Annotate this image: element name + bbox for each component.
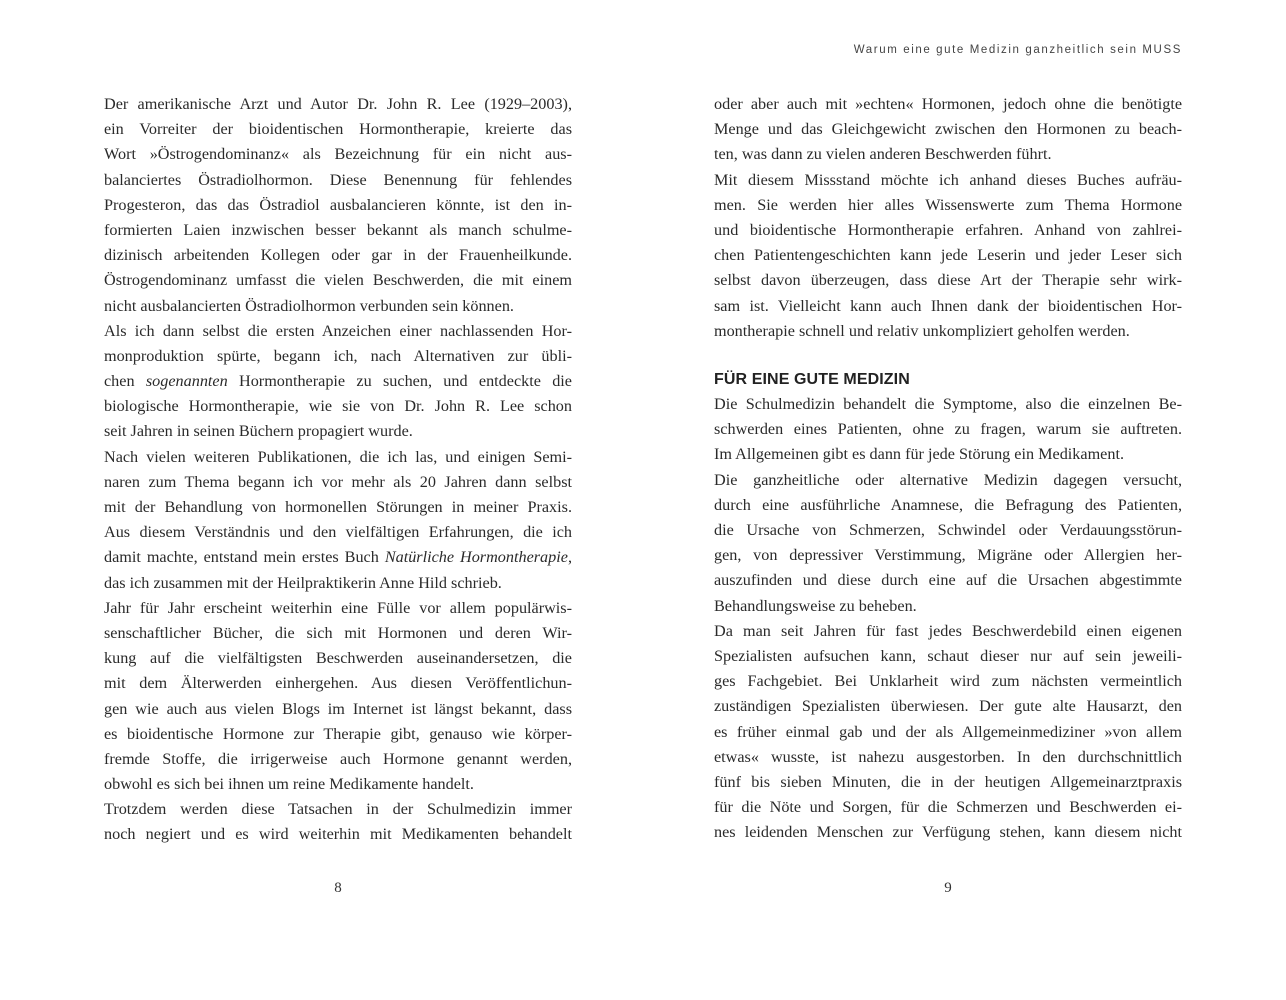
text-line: durch eine ausführliche Anamnese, die Befragung des Patienten, (714, 495, 1182, 514)
text-line: Im Allgemeinen gibt es dann für jede Störung ein Medikament. (714, 445, 1124, 464)
text-line: ein Vorreiter der bioidentischen Hormontherapie, kreierte das (104, 120, 572, 139)
text-line: und bioidentische Hormontherapie erfahren. Anhand von zahlrei- (714, 220, 1182, 239)
text-line: Aus diesem Verständnis und den vielfältigen Erfahrungen, die ich (104, 523, 572, 542)
text-line: schwerden eines Patienten, ohne zu fragen, warum sie auftreten. (714, 420, 1182, 439)
text-line: das ich zusammen mit der Heilpraktikerin Anne Hild schrieb. (104, 573, 502, 592)
text-line: seit Jahren in seinen Büchern propagiert wurde. (104, 422, 413, 441)
text-line: chen Patientengeschichten kann jede Leserin und jeder Leser sich (714, 246, 1182, 265)
text-line: mit der Behandlung von hormonellen Störungen in meiner Praxis. (104, 498, 572, 516)
text-line: Östrogendominanz umfasst die vielen Beschwerden, die mit einem (104, 271, 572, 290)
text-line: ten, was dann zu vielen anderen Beschwerden führt. (714, 145, 1052, 164)
text-line: biologische Hormontherapie, wie sie von Dr. John R. Lee schon (104, 397, 572, 416)
text-line: noch negiert und es wird weiterhin mit Medikamenten behandelt (104, 825, 572, 844)
text-line: monproduktion spürte, begann ich, nach Alternativen zur übli- (104, 346, 572, 365)
text-line: auszufinden und diese durch eine auf die Ursachen abgestimmte (714, 571, 1182, 590)
text-line: formierten Laien inzwischen besser bekannt als manch schulme- (104, 220, 572, 239)
text-line: zuständigen Spezialisten überwiesen. Der gute alte Hausarzt, den (714, 697, 1182, 716)
right-page-text (714, 92, 1182, 845)
text-line: sam ist. Vielleicht kann auch Ihnen dank der bioidentischen Hor- (714, 296, 1182, 315)
text-line: Progesteron, das das Östradiol ausbalancieren könnte, ist den in- (104, 195, 572, 214)
left-page-text (104, 92, 572, 848)
text-line: kung auf die vielfältigsten Beschwerden auseinandersetzen, die (104, 649, 572, 668)
text-line: fremde Stoffe, die irrigerweise auch Hormone genannt werden, (104, 749, 572, 768)
text-line: für die Nöte und Sorgen, für die Schmerzen und Beschwerden ei- (714, 798, 1182, 817)
text-line: obwohl es sich bei ihnen um reine Medikamente handelt. (104, 775, 474, 794)
text-line: selbst davon überzeugen, dass diese Art der Therapie sehr wirk- (714, 271, 1182, 290)
text-line: ges Fachgebiet. Bei Unklarheit wird zum nächsten vermeintlich (714, 672, 1182, 691)
text-line: senschaftlicher Bücher, die sich mit Hormonen und deren Wir- (104, 623, 572, 642)
text-line: Die ganzheitliche oder alternative Medizin dagegen versucht, (714, 470, 1182, 489)
text-line: men. Sie werden hier alles Wissenswerte zum Thema Hormone (714, 195, 1182, 214)
text-line: Wort »Östrogendominanz« als Bezeichnung für ein nicht aus- (104, 145, 572, 164)
text-line-italic: chen sogenannten Hormontherapie zu suchen, und entdeckte die (104, 372, 572, 391)
text-line: Spezialisten aufsuchen kann, schaut dieser nur auf sein jeweili- (714, 646, 1182, 665)
page-number-left: 8 (334, 880, 342, 896)
text-line: dizinisch arbeitenden Kollegen oder gar in der Frauenheilkunde. (104, 246, 572, 265)
page-number-right: 9 (944, 880, 952, 896)
running-header: Warum eine gute Medizin ganzheitlich sein MUSS (853, 44, 1182, 56)
text-line: gen wie auch aus vielen Blogs im Internet ist längst bekannt, dass (104, 699, 572, 718)
text-line: fünf bis sieben Minuten, die in der heutigen Allgemeinarztpraxis (714, 772, 1182, 791)
text-line: naren zum Thema begann ich vor mehr als 20 Jahren dann selbst (104, 472, 572, 491)
section-heading: FÜR EINE GUTE MEDIZIN (714, 370, 910, 388)
text-line: Die Schulmedizin behandelt die Symptome, also die einzelnen Be- (714, 395, 1182, 414)
text-line: Jahr für Jahr erscheint weiterhin eine Fülle vor allem populärwis- (104, 598, 572, 617)
text-line-italic: damit machte, entstand mein erstes Buch Natürliche Hormontherapie, (104, 548, 572, 567)
text-line: oder aber auch mit »echten« Hormonen, jedoch ohne die benötigte (714, 95, 1182, 113)
text-line: Trotzdem werden diese Tatsachen in der Schulmedizin immer (104, 800, 572, 819)
text-line: etwas« wusste, ist nahezu ausgestorben. In den durchschnittlich (714, 747, 1182, 766)
text-line: balanciertes Östradiolhormon. Diese Benennung für fehlendes (104, 170, 572, 189)
text-line: Menge und das Gleichgewicht zwischen den Hormonen zu beach- (714, 120, 1182, 139)
text-line: Behandlungsweise zu beheben. (714, 596, 917, 615)
text-line: nes leidenden Menschen zur Verfügung stehen, kann diesem nicht (714, 823, 1182, 842)
text-line: Als ich dann selbst die ersten Anzeichen einer nachlassenden Hor- (104, 321, 572, 340)
text-line: montherapie schnell und relativ unkompliziert geholfen werden. (714, 321, 1130, 340)
text-line: Mit diesem Missstand möchte ich anhand dieses Buches aufräu- (714, 170, 1182, 189)
text-line: die Ursache von Schmerzen, Schwindel oder Verdauungsstörun- (714, 521, 1182, 539)
text-line: es bioidentische Hormone zur Therapie gibt, genauso wie körper- (104, 724, 572, 743)
text-line: gen, von depressiver Verstimmung, Migräne oder Allergien her- (714, 546, 1182, 565)
text-line: Der amerikanische Arzt und Autor Dr. John R. Lee (1929–2003), (104, 95, 572, 113)
text-line: Da man seit Jahren für fast jedes Beschwerdebild einen eigenen (714, 621, 1182, 640)
text-line: es früher einmal gab und der als Allgemeinmediziner »von allem (714, 722, 1182, 741)
section-spacer (714, 344, 1182, 357)
text-line: mit dem Älterwerden einhergehen. Aus diesen Veröffentlichun- (104, 674, 572, 693)
text-line: Nach vielen weiteren Publikationen, die ich las, und einigen Semi- (104, 447, 572, 466)
text-line: nicht ausbalancierten Östradiolhormon verbunden sein können. (104, 296, 514, 315)
